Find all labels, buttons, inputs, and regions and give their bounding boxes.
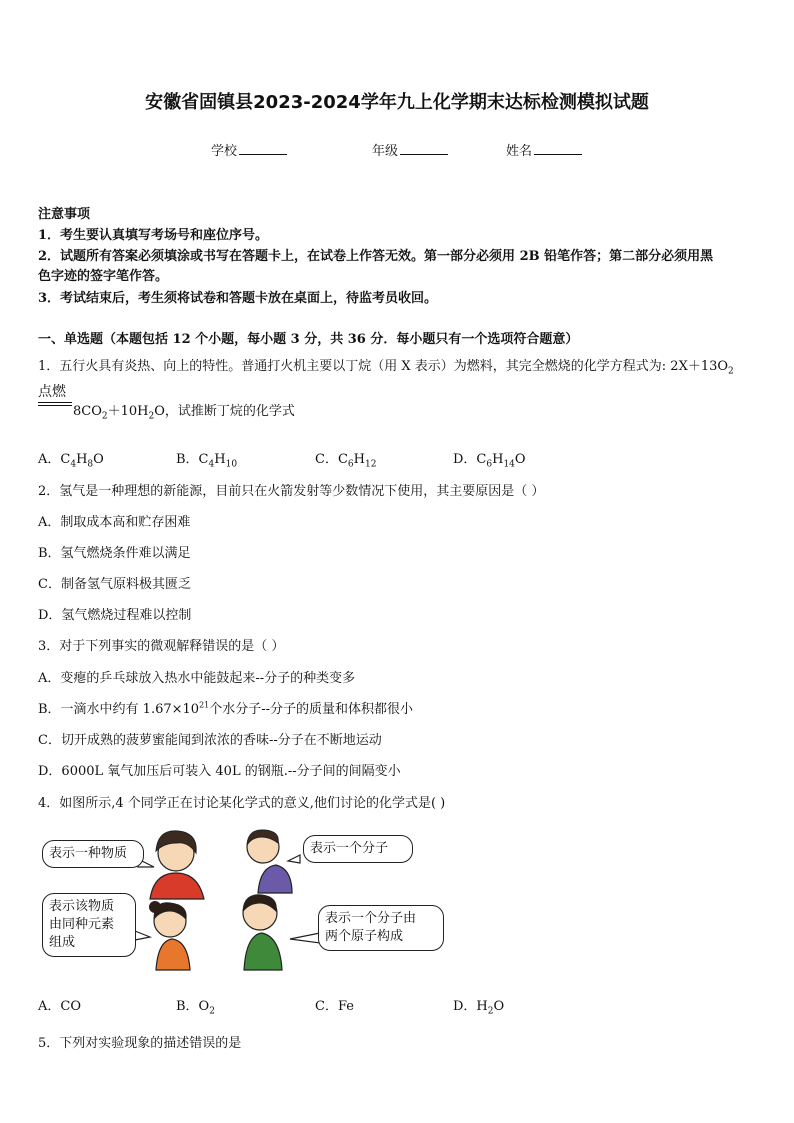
option-b[interactable]: B．一滴水中约有 $1.67\times 10^{21}$个水分子--分子的质量和体积都很小 [38,700,414,717]
student-3-figure [149,901,190,970]
question-1-stem: 1．五行火具有炎热、向上的特性。普通打火机主要以丁烷（用 X 表示）为燃料，其完全燃烧的化学方程式为: $2X+13O_2$ [38,359,734,377]
option-c[interactable]: C．Fe [315,999,354,1014]
option-d[interactable]: D．氢气燃烧过程难以控制 [38,608,192,623]
student-1-figure [150,831,204,899]
grade-label: 年级 [372,144,399,159]
question-1-products: $8CO_2+10H_2O$，试推断丁烷的化学式 [73,404,295,422]
notice-heading: 注意事项 [38,207,91,222]
student-2-figure [247,830,292,893]
option-d[interactable]: D．$H_2O$ [453,999,505,1017]
notice-item: 2．试题所有答案必须填涂或书写在答题卡上，在试卷上作答无效。第一部分必须用 2B 铅笔作答；第二部分必须用黑 [38,249,714,264]
option-a[interactable]: A．CO [38,999,81,1014]
speech-bubble-3: 表示该物质 由同种元素 组成 [42,893,136,957]
question-5-stem: 5．下列对实验现象的描述错误的是 [38,1036,242,1051]
option-d[interactable]: D．6000L 氧气加压后可装入 40L 的钢瓶.--分子间的间隔变小 [38,764,401,779]
speech-bubble-4: 表示一个分子由 两个原子构成 [318,905,444,951]
notice-item: 1．考生要认真填写考场号和座位序号。 [38,228,269,243]
name-field[interactable] [506,140,582,159]
notice-item: 3．考试结束后，考生须将试卷和答题卡放在桌面上，待监考员收回。 [38,291,438,306]
option-a[interactable]: A．变瘪的乒乓球放入热水中能鼓起来--分子的种类变多 [38,671,356,686]
option-c[interactable]: C．制备氢气原料极其匮乏 [38,577,191,592]
question-3-stem: 3．对于下列事实的微观解释错误的是（ ） [38,639,285,654]
speech-bubble-2: 表示一个分子 [303,835,413,863]
reaction-condition: 点燃 [38,384,66,400]
section-heading: 一、单选题（本题包括 12 个小题，每小题 3 分，共 36 分．每小题只有一个选项符合题意） [38,332,579,347]
option-b[interactable]: B．氢气燃烧条件难以满足 [38,546,191,561]
option-b[interactable]: B．$C_4H_{10}$ [176,452,238,470]
school-label: 学校 [211,144,238,159]
question-4-stem: 4．如图所示,4 个同学正在讨论某化学式的意义,他们讨论的化学式是( ) [38,796,446,811]
question-2-stem: 2．氢气是一种理想的新能源，目前只在火箭发射等少数情况下使用，其主要原因是（ ） [38,484,545,499]
name-label: 姓名 [506,144,533,159]
equation-sign [38,405,72,406]
equation-sign [38,402,72,403]
option-c[interactable]: C．切开成熟的菠萝蜜能闻到浓浓的香味--分子在不断地运动 [38,733,382,748]
option-d[interactable]: D．$C_6H_{14}O$ [453,452,526,470]
grade-field[interactable] [372,140,448,159]
page-title: 安徽省固镇县2023-2024学年九上化学期末达标检测模拟试题 [145,92,649,113]
notice-item: 色字迹的签字笔作答。 [38,269,169,284]
option-b[interactable]: B．$O_2$ [176,999,215,1017]
option-a[interactable]: A．$C_4H_8O$ [38,452,104,470]
student-4-figure [243,895,282,970]
school-field[interactable] [211,140,287,159]
option-a[interactable]: A．制取成本高和贮存困难 [38,515,191,530]
option-c[interactable]: C．$C_6H_{12}$ [315,452,377,470]
speech-bubble-1: 表示一种物质 [42,840,144,868]
